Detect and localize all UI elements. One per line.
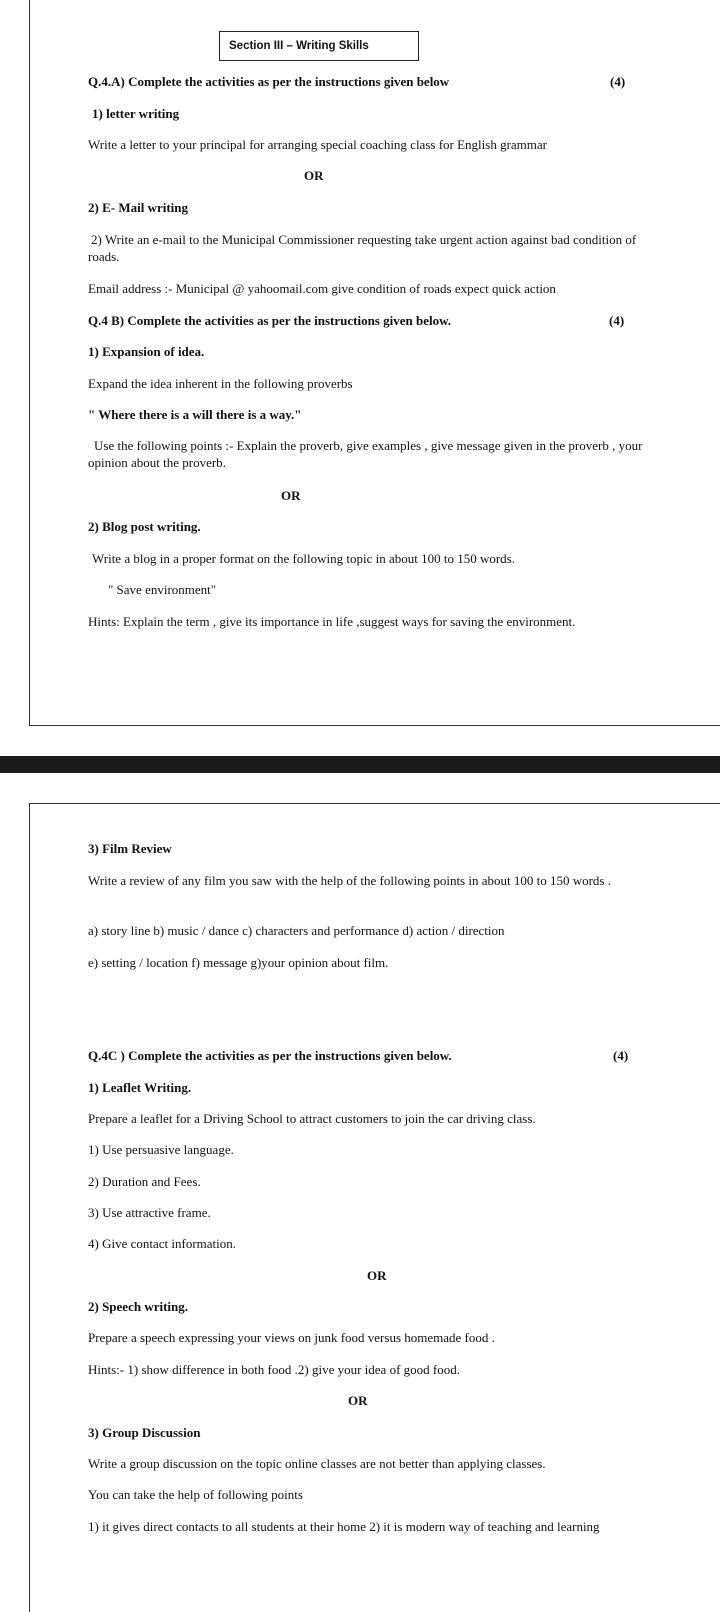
q4a-item2-title: 2) E- Mail writing	[88, 200, 189, 215]
q4c-item2-hints: Hints:- 1) show difference in both food .2) give your idea of good food.	[88, 1362, 460, 1377]
q4c-point-1: 1) Use persuasive language.	[88, 1142, 234, 1157]
q4a-item2-email: Email address :- Municipal @ yahoomail.com give condition of roads expect quick action	[88, 281, 556, 296]
film-text: Write a review of any film you saw with the help of the following points in about 100 to 150 words .	[88, 873, 611, 888]
film-points-2: e) setting / location f) message g)your opinion about film.	[88, 955, 389, 970]
q4b-topic: " Save environment"	[108, 582, 217, 597]
q4b-proverb: " Where there is a will there is a way."	[88, 407, 302, 422]
q4b-item1-text: Expand the idea inherent in the following proverbs	[88, 376, 353, 391]
q4b-marks: (4)	[609, 313, 625, 328]
q4c-heading: Q.4C ) Complete the activities as per the instructions given below.	[88, 1048, 452, 1063]
q4b-or: OR	[281, 488, 301, 503]
q4c-item3-points: 1) it gives direct contacts to all students at their home 2) it is modern way of teaching and learning	[88, 1519, 600, 1534]
q4c-point-3: 3) Use attractive frame.	[88, 1205, 211, 1220]
q4c-or-1: OR	[367, 1268, 387, 1283]
q4c-item3-title: 3) Group Discussion	[88, 1425, 201, 1440]
q4a-marks: (4)	[610, 74, 626, 89]
q4b-points: Use the following points :- Explain the proverb, give examples , give message given in the proverb , your opinion about the proverb.	[88, 438, 643, 470]
page-separator	[0, 756, 720, 773]
q4b-item2-text: Write a blog in a proper format on the following topic in about 100 to 150 words.	[92, 551, 515, 566]
q4b-item2-title: 2) Blog post writing.	[88, 519, 201, 534]
q4a-heading: Q.4.A) Complete the activities as per the instructions given below	[88, 74, 450, 89]
section-title: Section III – Writing Skills	[219, 31, 419, 61]
q4c-item2-text: Prepare a speech expressing your views on junk food versus homemade food .	[88, 1330, 495, 1345]
film-points-1: a) story line b) music / dance c) characters and performance d) action / direction	[88, 923, 505, 938]
q4c-item2-title: 2) Speech writing.	[88, 1299, 189, 1314]
q4b-heading: Q.4 B) Complete the activities as per the instructions given below.	[88, 313, 452, 328]
q4c-or-2: OR	[348, 1393, 368, 1408]
q4b-hints: Hints: Explain the term , give its importance in life ,suggest ways for saving the environment.	[88, 614, 576, 629]
q4c-item3-text: Write a group discussion on the topic online classes are not better than applying classes.	[88, 1456, 546, 1471]
q4c-item1-title: 1) Leaflet Writing.	[88, 1080, 192, 1095]
q4a-item1-title: 1) letter writing	[92, 106, 180, 121]
q4c-point-2: 2) Duration and Fees.	[88, 1174, 201, 1189]
q4a-item2-text: 2) Write an e-mail to the Municipal Commissioner requesting take urgent action against bad condition of roads.	[88, 232, 637, 264]
film-title: 3) Film Review	[88, 841, 172, 856]
q4a-item1-text: Write a letter to your principal for arranging special coaching class for English grammar	[88, 137, 547, 152]
q4a-or: OR	[304, 168, 324, 183]
page-gap	[0, 726, 720, 756]
q4c-marks: (4)	[613, 1048, 629, 1063]
q4c-item3-help: You can take the help of following points	[88, 1487, 303, 1502]
q4b-item1-title: 1) Expansion of idea.	[88, 344, 205, 359]
q4c-item1-text: Prepare a leaflet for a Driving School to attract customers to join the car driving class.	[88, 1111, 536, 1126]
q4c-point-4: 4) Give contact information.	[88, 1236, 237, 1251]
